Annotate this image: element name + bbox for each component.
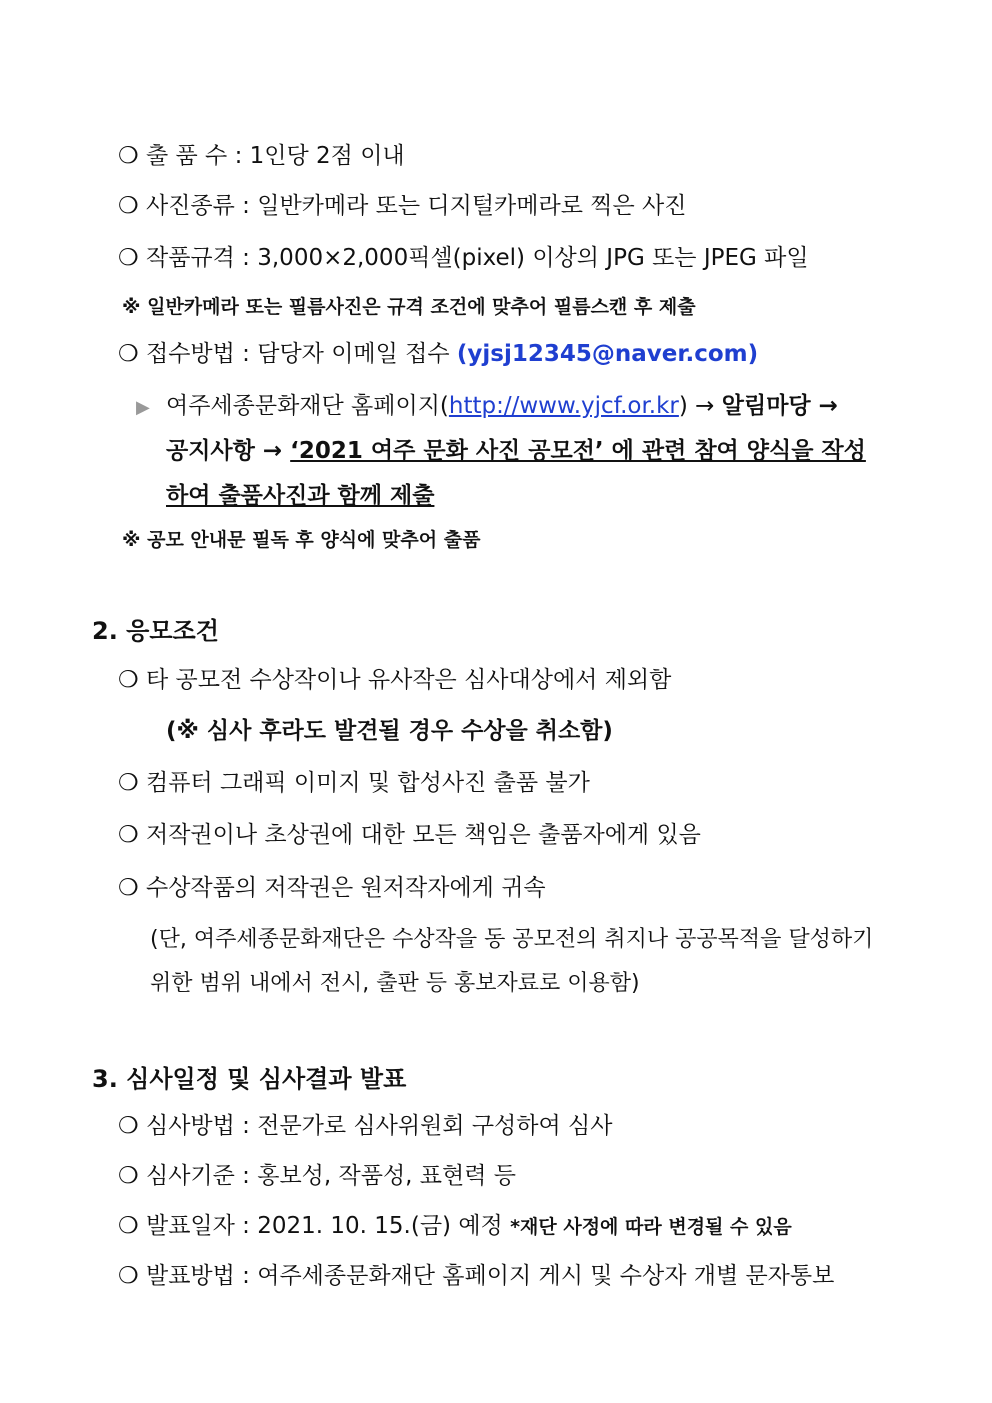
list-item: ❍ 작품규격 : 3,000×2,000픽셀(pixel) 이상의 JPG 또는 JPEG 파일 [118, 245, 809, 271]
circle-bullet-icon: ❍ [118, 1263, 139, 1289]
procedure-line-3: 하여 출품사진과 함께 제출 [166, 483, 435, 509]
circle-bullet-icon: ❍ [118, 245, 139, 271]
list-item: ❍ 출 품 수 : 1인당 2점 이내 [118, 143, 405, 169]
circle-bullet-icon: ❍ [118, 1163, 139, 1189]
section-heading: 2. 응모조건 [92, 617, 219, 645]
list-item: ❍ 발표방법 : 여주세종문화재단 홈페이지 게시 및 수상자 개별 문자통보 [118, 1263, 835, 1289]
list-item: ❍ 수상작품의 저작권은 원저작자에게 귀속 [118, 875, 546, 901]
list-item: ❍ 사진종류 : 일반카메라 또는 디지털카메라로 찍은 사진 [118, 193, 687, 219]
contact-email: (yjsj12345@naver.com) [456, 341, 759, 367]
circle-bullet-icon: ❍ [118, 193, 139, 219]
circle-bullet-icon: ❍ [118, 1213, 139, 1239]
list-item: ❍ 심사기준 : 홍보성, 작품성, 표현력 등 [118, 1163, 516, 1189]
circle-bullet-icon: ❍ [118, 875, 139, 901]
circle-bullet-icon: ❍ [118, 667, 139, 693]
circle-bullet-icon: ❍ [118, 143, 139, 169]
change-note: *재단 사정에 따라 변경될 수 있음 [510, 1216, 792, 1238]
triangle-bullet-icon: ▶ [136, 397, 150, 418]
procedure-line-1: ▶ 여주세종문화재단 홈페이지(http://www.yjcf.or.kr) → 알림마당 → [136, 391, 838, 423]
circle-bullet-icon: ❍ [118, 770, 139, 796]
list-item: ❍ 타 공모전 수상작이나 유사작은 심사대상에서 제외함 [118, 667, 672, 693]
list-item: ❍ 접수방법 : 담당자 이메일 접수 (yjsj12345@naver.com) [118, 341, 759, 367]
list-item: ❍ 저작권이나 초상권에 대한 모든 책임은 출품자에게 있음 [118, 822, 701, 848]
note: ※ 공모 안내문 필독 후 양식에 맞추어 출품 [122, 529, 481, 551]
section-heading: 3. 심사일정 및 심사결과 발표 [92, 1065, 407, 1093]
note: (단, 여주세종문화재단은 수상작을 동 공모전의 취지나 공공목적을 달성하기 [150, 927, 874, 952]
list-item: ❍ 심사방법 : 전문가로 심사위원회 구성하여 심사 [118, 1113, 613, 1139]
procedure-line-2: 공지사항 → ‘2021 여주 문화 사진 공모전’ 에 관련 참여 양식을 작성 [166, 438, 866, 464]
list-item: ❍ 컴퓨터 그래픽 이미지 및 합성사진 출품 불가 [118, 770, 590, 796]
note: ※ 일반카메라 또는 필름사진은 규격 조건에 맞추어 필름스캔 후 제출 [122, 296, 696, 318]
circle-bullet-icon: ❍ [118, 341, 139, 367]
list-item: ❍ 발표일자 : 2021. 10. 15.(금) 예정 *재단 사정에 따라 변경될 수 있음 [118, 1213, 792, 1239]
circle-bullet-icon: ❍ [118, 822, 139, 848]
note: (※ 심사 후라도 발견될 경우 수상을 취소함) [166, 718, 613, 744]
homepage-link[interactable]: http://www.yjcf.or.kr [448, 393, 679, 419]
note: 위한 범위 내에서 전시, 출판 등 홍보자료로 이용함) [150, 971, 640, 996]
circle-bullet-icon: ❍ [118, 1113, 139, 1139]
